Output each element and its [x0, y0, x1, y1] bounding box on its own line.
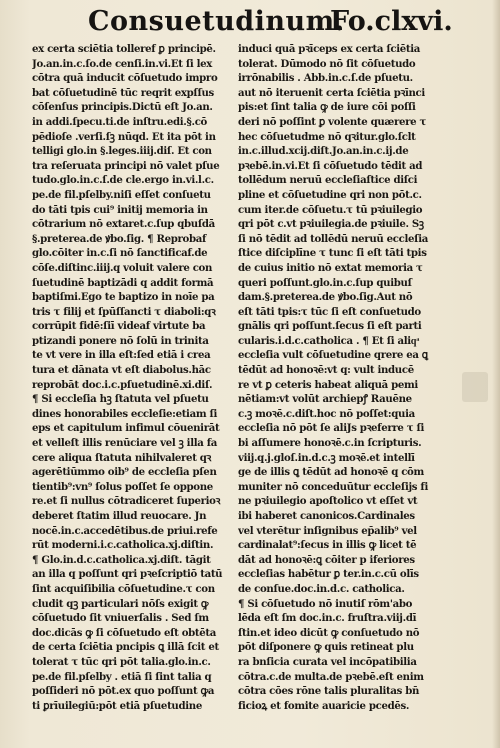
text-line: tollēdum neruū eccleſiaſtice diſci [238, 174, 418, 187]
text-line: Jo.an.in.c.ſo.de cenſi.in.vi.Et ſi lex [32, 57, 213, 70]
text-line: dam.§.preterea.de ꝟbo.ſig.Aut nō [238, 291, 413, 304]
text-line: ptizandi ponere nō ſolū in trinita [32, 334, 209, 347]
running-head: Consuetudinum. [88, 6, 345, 37]
text-line: rūt moderni.i.c.catholica.xj.diſtin. [32, 539, 214, 552]
text-line: viij.q.j.gloſ.in.d.c.ꝫ moꝛē.et intellī [238, 451, 415, 464]
text-line: re vt ꝑ ceteris habeat aliquā pemi [238, 378, 418, 391]
text-line: ra bnſicia curata vel incōpatibilia [238, 655, 417, 668]
text-line: bi aſſumere honoꝛē.c.in ſcripturis. [238, 437, 422, 450]
text-line: tientib⁹:vn⁹ ſolus poſſet ſe oppone [32, 480, 213, 493]
text-line: c.ꝫ moꝛē.c.diſt.hoc nō poſſet:quia [238, 407, 415, 420]
text-line: cularis.i.d.c.catholica . ¶ Et ſi aliqͣ [238, 334, 420, 347]
text-line: ficioꝝ et fomite auaricie pcedēs. [238, 699, 410, 712]
text-line: cōſenſus principis.Dictū eſt Jo.an. [32, 101, 213, 114]
text-line: dāt ad honoꝛē:ꝗ cōiter p iferiores [238, 553, 415, 566]
text-line: de conſue.doc.in.d.c. catholica. [238, 582, 405, 595]
text-line: vel vterētur inſignibus ep̄alib⁹ vel [238, 524, 417, 537]
text-line: agerētiūmmo oib⁹ de eccleſia pſen [32, 466, 217, 479]
text-line: do tāti tpis cui⁹ initij memoria in [32, 203, 208, 216]
text-line: an illa q poſſunt qri pꝛeſcriptiō tatū [32, 568, 223, 581]
text-line: gnālis qri poſſunt.ſecus ſi eſt parti [238, 320, 422, 333]
page-edge-shadow [492, 0, 500, 748]
text-line: doc.dicās ꝙ ſi cōſuetudo eſt obtēta [32, 626, 217, 639]
text-line: reprobāt doc.i.c.pſuetudinē.xi.diſ. [32, 378, 213, 391]
text-line: muniter nō conceduūtur eccleſijs fi [238, 480, 428, 493]
text-line: pline et cōſuetudine qri non pōt.c. [238, 188, 422, 201]
text-line: ſuetudinē baptizādi q addit formā [32, 276, 214, 289]
folio-number: Fo.clxvi. [330, 6, 453, 37]
text-line: cōſuetudo ſit vniuerſalis . Sed ſm [32, 612, 209, 625]
text-line: cōtra cōes rōne talis pluralitas bn̄ [238, 685, 420, 698]
margin-stain [462, 372, 488, 402]
text-line: dines honorabiles eccleſie:etiam ſi [32, 407, 218, 420]
text-line: eccleſias habētur ꝑ ter.in.c.cū olīs [238, 568, 419, 581]
text-line: ti ꝑrīuilegiū:pōt etiā pſuetudine [32, 699, 202, 712]
text-line: cardinalat⁹:ſecus in illis ꝙ licet tē [238, 539, 417, 552]
text-line: tolerat. Dūmodo nō ſit cōſuetudo [238, 57, 416, 70]
text-line: aut nō iteruenit certa ſciētia pꝛīnci [238, 86, 425, 99]
text-line: in addi.ſpecu.ti.de inſtru.edi.§.cō [32, 115, 208, 128]
text-line: ¶ Si cōſuetudo nō inutiſ rōm'abo [238, 597, 413, 610]
text-line: pis:et ſint talia ꝙ de iure cōi poſſi [238, 101, 416, 114]
text-line: eccleſia nō pōt ſe aliJs pꝛeferre τ ſi [238, 422, 425, 435]
text-line: bat cōſuetudinē tūc reqrit expſſus [32, 86, 214, 99]
text-line: queri poſſunt.glo.in.c.ſup quibuſ [238, 276, 412, 289]
text-line: irrōnabilis . Abb.in.c.ſ.de pſuetu. [238, 72, 413, 85]
text-line: ſint acquiſibilia cōſuetudine.τ con [32, 582, 215, 595]
text-line: ſi nō tēdit ad tollēdū neruū eccleſia [238, 232, 428, 245]
text-line: cludit qꝫ particulari nōſs exigit ꝙ [32, 597, 209, 610]
text-line: induci quā pꝛīceps ex certa ſciētia [238, 43, 421, 55]
text-line: in.c.illud.xcij.diſt.Jo.an.in.c.ij.de [238, 145, 409, 158]
text-line: ne pꝛiuilegio apoſtolico vt eſſet vt [238, 495, 418, 508]
text-line: pe.de fil.pſelby.niſi eſſet conſuetu [32, 188, 211, 201]
text-line: tra reſeruata principi nō valet pſue [32, 159, 220, 172]
text-line: ibi haberet canonicos.Cardinales [238, 510, 415, 522]
text-line: cōtra.c.de multa.de pꝛebē.eſt enim [238, 670, 424, 683]
text-line: cōtra quā inducit cōſuetudo impro [32, 72, 218, 85]
right-text-column [238, 42, 440, 713]
text-line: ge de illis ꝗ tēdūt ad honoꝛē q cōm [238, 466, 424, 479]
text-line: tris τ filij et ſpūſſancti τ diaboli:qꝛ [32, 305, 216, 318]
text-line: pōt diſponere ꝙ quis retineat plu [238, 641, 414, 654]
text-line: nētiam:vt volūt archiepꝭ Rauēne [238, 393, 412, 406]
text-line: nocē.in.c.accedētibus.de priui.refe [32, 524, 218, 537]
text-line: deberet ſtatim illud reuocare. Jn [32, 510, 207, 522]
text-line: eſt tāti tpis:τ tūc ſi eſt conſuetudo [238, 305, 421, 318]
text-line: deri nō poſſint ꝑ volente quærere τ [238, 115, 427, 128]
text-line: cere aliqua ſtatuta nihilvaleret qꝛ [32, 451, 212, 464]
text-line: tolerat τ tūc qri pōt talia.glo.in.c. [32, 655, 211, 668]
text-line: hec cōſuetudme nō qꝛitur.glo.ſclt [238, 130, 416, 143]
text-line: pe.de fil.pſelby . etiā ſi ſint talia q [32, 670, 212, 683]
text-line: corrūpit fidē:ſiī videaf virtute ba [32, 320, 206, 333]
text-line: baptiſmi.Ego te baptizo in noīe pa [32, 291, 215, 304]
text-line: poſſideri nō pōt.ex quo poſſunt ꝙa [32, 685, 215, 698]
text-line: de cuius initio nō extat memoria τ [238, 261, 423, 274]
left-text-column [32, 42, 232, 713]
text-line: tēdūt ad honoꝛē:vt q: vult inducē [238, 364, 414, 377]
text-line: ¶ Si eccleſia hꝫ ſtatuta vel pſuetu [32, 393, 209, 406]
text-line: cōſe.diſtinc.iiij.q voluit valere con [32, 261, 213, 274]
text-line: qri pōt c.vt pꝛiuilegia.de pꝛiuile. Sꝫ [238, 218, 424, 231]
text-line: glo.cōiter in.c.ſi nō ſanctificaf.de [32, 247, 208, 260]
text-line: tura et dānata vt eſt diabolus.hāc [32, 364, 211, 377]
text-line: ſtice diſciplīne τ tunc ſi eſt tāti tpis [238, 247, 427, 260]
text-line: tudo.glo.in.c.ſ.de cle.ergo in.vi.l.c. [32, 174, 214, 187]
text-line: re.et ſi nullus cōtradiceret ſuperioꝛ [32, 495, 221, 508]
text-line: eccleſia vult cōſuetudine qrere ea ꝗ [238, 349, 428, 362]
text-line: pꝛebē.in.vi.Et ſi cōſuetudo tēdit ad [238, 159, 423, 172]
text-line: de certa ſciētia pncipis ꝗ illā ſcit et [32, 641, 219, 654]
text-line: eps et capitulum infimul cōuenirāt [32, 422, 220, 435]
text-line: et velleſt illis renūciare vel ꝫ illa fa [32, 437, 218, 450]
text-line: ¶ Glo.in.d.c.catholica.xj.diſt. tāgit [32, 553, 211, 566]
text-line: te vt vere in illa eſt:ſed etiā i crea [32, 349, 211, 362]
text-line: telligi glo.in §.leges.iiij.diſ. Et con [32, 145, 212, 158]
text-line: cum iter.de cōſuetu.τ tū pꝛiuilegio [238, 203, 423, 216]
text-line: ex certa sciētia tolleref ꝑ principē. [32, 43, 216, 55]
text-line: ſtin.et ideo dicūt ꝙ conſuetudo nō [238, 626, 420, 639]
text-line: §.preterea.de ꝟbo.ſig. ¶ Reprobaf [32, 232, 207, 245]
text-line: cōtrarium nō extaret.c.ſup qbuſdā [32, 218, 215, 231]
text-line: lēda eſt ſm doc.in.c. fruſtra.viij.dī [238, 612, 417, 625]
text-line: pēdioſe .verſi.ſꝫ nūqd. Et ita pōt in [32, 130, 216, 143]
